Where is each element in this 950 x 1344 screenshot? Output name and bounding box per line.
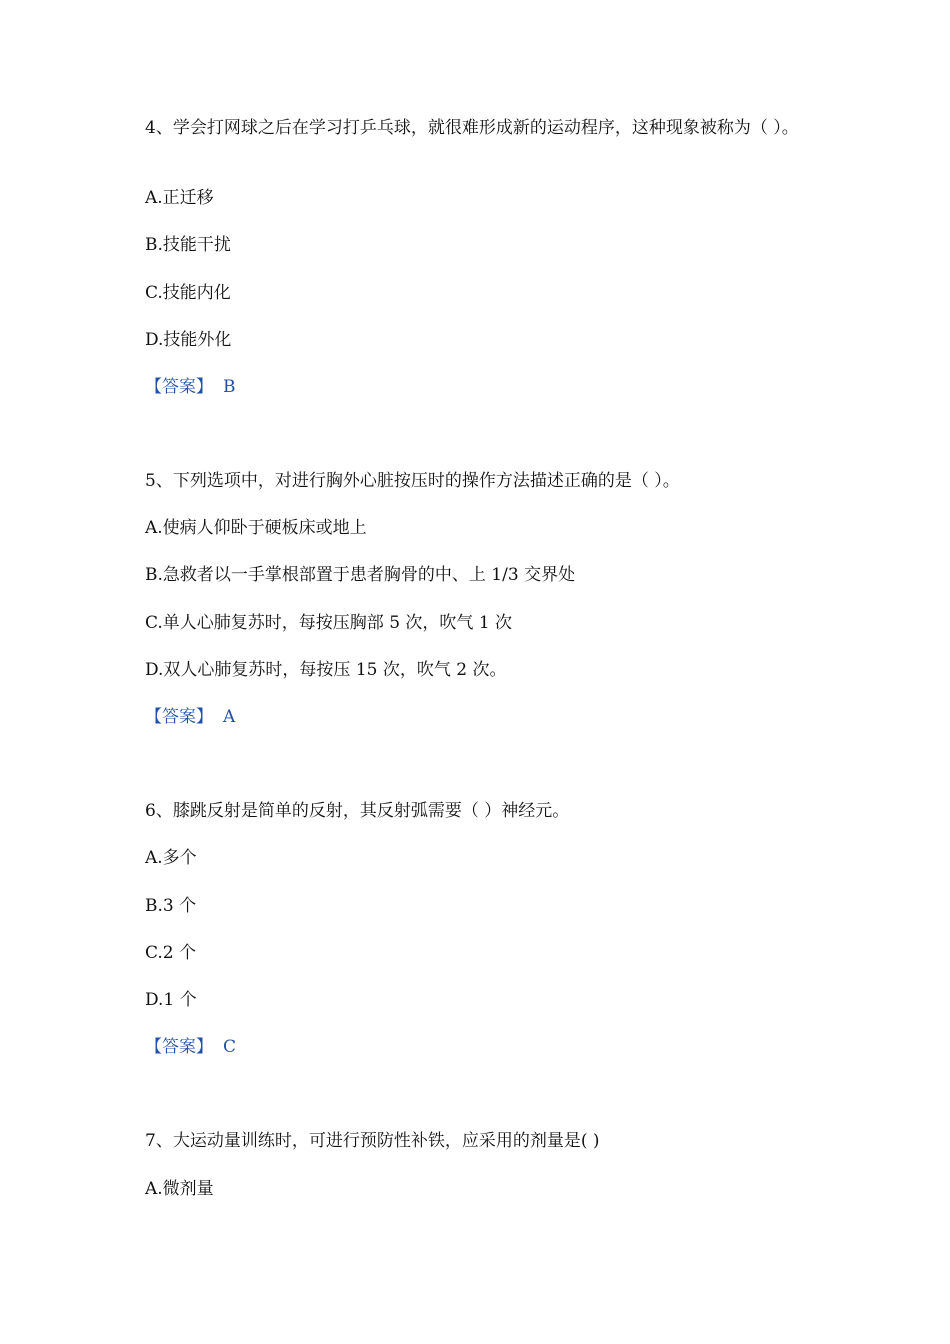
question-5-option-c: C.单人心肺复苏时，每按压胸部 5 次，吹气 1 次 — [145, 613, 513, 633]
question-4-option-c: C.技能内化 — [145, 283, 231, 303]
answer-label: 【答案】 — [145, 707, 213, 727]
answer-value: A — [223, 707, 236, 727]
question-4-option-b: B.技能干扰 — [145, 235, 231, 255]
question-5-option-d: D.双人心肺复苏时，每按压 15 次，吹气 2 次。 — [145, 660, 507, 680]
answer-value: B — [223, 377, 236, 397]
question-6-option-c: C.2 个 — [145, 943, 197, 963]
question-5-answer — [145, 707, 235, 727]
question-7-title: 7、大运动量训练时，可进行预防性补铁，应采用的剂量是( ) — [145, 1131, 600, 1151]
question-6-option-a: A.多个 — [145, 848, 197, 868]
question-6-title: 6、膝跳反射是简单的反射，其反射弧需要（ ）神经元。 — [145, 801, 570, 821]
question-5-title: 5、下列选项中，对进行胸外心脏按压时的操作方法描述正确的是（ ）。 — [145, 471, 680, 491]
answer-value: C — [223, 1037, 237, 1057]
question-4-answer — [145, 377, 236, 397]
question-4-option-a: A.正迁移 — [145, 188, 214, 208]
answer-label: 【答案】 — [145, 1037, 213, 1057]
question-4-option-d: D.技能外化 — [145, 330, 232, 350]
question-5-option-a: A.使病人仰卧于硬板床或地上 — [145, 518, 367, 538]
question-6-option-d: D.1 个 — [145, 990, 197, 1010]
question-6-answer — [145, 1037, 236, 1057]
question-5-option-b: B.急救者以一手掌根部置于患者胸骨的中、上 1/3 交界处 — [145, 565, 576, 585]
question-4-title: 4、学会打网球之后在学习打乒乓球，就很难形成新的运动程序，这种现象被称为（ ）。 — [145, 118, 799, 138]
question-6-option-b: B.3 个 — [145, 896, 197, 916]
question-7-option-a: A.微剂量 — [145, 1179, 214, 1199]
answer-label: 【答案】 — [145, 377, 213, 397]
